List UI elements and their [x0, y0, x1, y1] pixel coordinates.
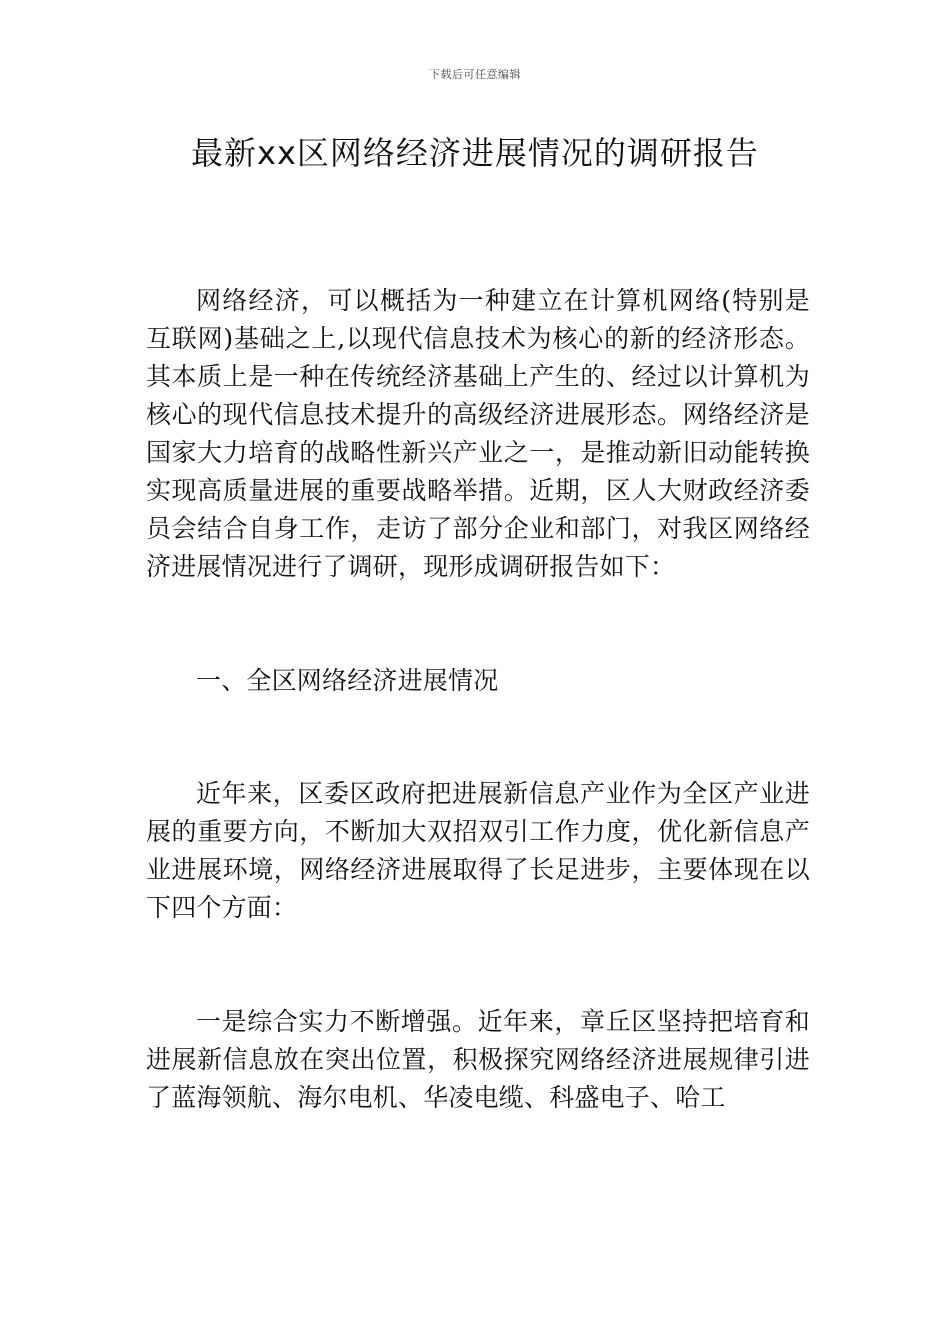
header-note: 下载后可任意编辑	[429, 68, 521, 81]
paragraph-intro: 网络经济，可以概括为一种建立在计算机网络(特别是互联网)基础之上,以现代信息技术为核心的新的经济形态。其本质上是一种在传统经济基础上产生的、经过以计算机为核心的现代信息技术提升的高级经济进展形态。网络经济是国家大力培育的战略性新兴产业之一，是推动新旧动能转换实现高质量进展的重要战略举措。近期，区人大财政经济委员会结合自身工作，走访了部分企业和部门，对我区网络经济进展情况进行了调研，现形成调研报告如下：	[146, 286, 810, 581]
document-body	[146, 282, 810, 1193]
paragraph-point-one: 一是综合实力不断增强。近年来，章丘区坚持把培育和进展新信息放在突出位置，积极探究网络经济进展规律引进了蓝海领航、海尔电机、华凌电缆、科盛电子、哈工	[146, 1007, 810, 1112]
section-heading: 一、全区网络经济进展情况	[196, 666, 499, 695]
paragraph-overview: 近年来，区委区政府把进展新信息产业作为全区产业进展的重要方向，不断加大双招双引工作力度，优化新信息产业进展环境，网络经济进展取得了长足进步，主要体现在以下四个方面：	[146, 779, 810, 922]
document-title: 最新xx区网络经济进展情况的调研报告	[191, 134, 759, 172]
